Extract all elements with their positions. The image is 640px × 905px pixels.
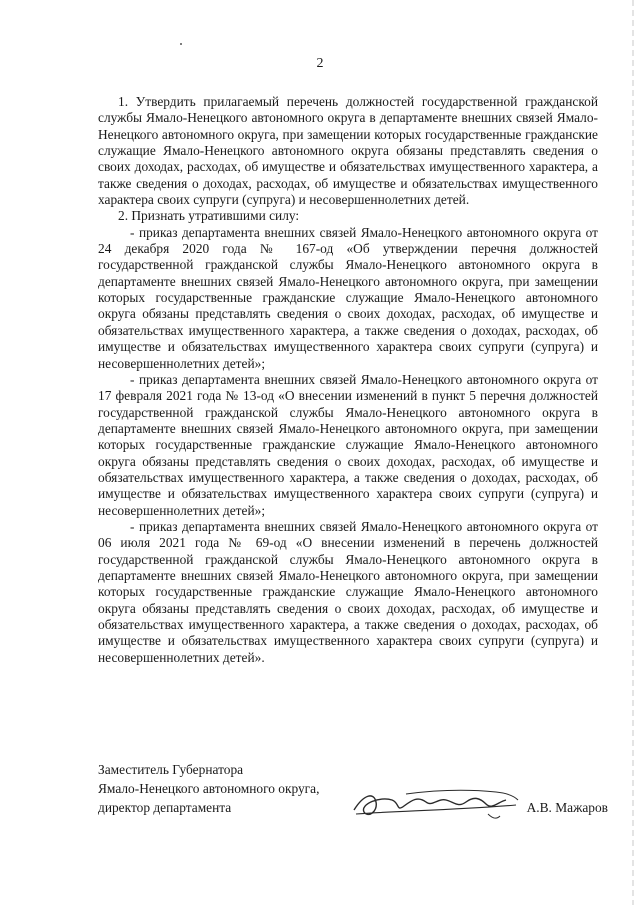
repealed-order-3: - приказ департамента внешних связей Ямало-Ненецкого автономного округа от 06 июля 2021 года № 69-од «О внесении изменений в перечень должностей государственной гражданской службы Ямало-Ненецкого автономного округа в департаменте внешних связей Ямало-Ненецкого автономного округа, при замещении которых государственные гражданские служащие Ямало-Ненецкого автономного округа обязаны представлять сведения о своих доходах, расходах, об имуществе и обязательствах имущественного характера, а также сведения о доходах, расходах, об имуществе и обязательствах имущественного характера своих супруги (супруга) и несовершеннолетних детей». <box>98 518 598 665</box>
scan-edge-mark <box>632 0 634 905</box>
signature-block <box>98 760 608 820</box>
position-line: директор департамента <box>98 800 232 815</box>
position-line: Ямало-Ненецкого автономного округа, <box>98 781 320 796</box>
repealed-order-1: - приказ департамента внешних связей Ямало-Ненецкого автономного округа от 24 декабря 2020 года № 167-од «Об утверждении перечня должностей государственной гражданской службы Ямало-Ненецкого автономного округа в департаменте внешних связей Ямало-Ненецкого автономного округа, при замещении которых государственные гражданские служащие Ямало-Ненецкого автономного округа обязаны представлять сведения о своих доходах, расходах, об имуществе и обязательствах имущественного характера, а также сведения о доходах, расходах, об имуществе и обязательствах имущественного характера своих супруги (супруга) и несовершеннолетних детей»; <box>98 224 598 371</box>
scan-speck <box>180 43 182 45</box>
paragraph-item-1: 1. Утвердить прилагаемый перечень должностей государственной гражданской службы Ямало-Ненецкого автономного округа в департаменте внешних связей Ямало-Ненецкого автономного округа, при замещении которых государственные гражданские служащие Ямало-Ненецкого автономного округа обязаны представлять сведения о своих доходах, расходах, об имуществе и обязательствах имущественного характера, а также сведения о доходах, расходах, об имуществе и обязательствах имущественного характера своих супруги (супруга) и несовершеннолетних детей. <box>98 94 598 208</box>
paragraph-item-2: 2. Признать утратившими силу: <box>118 208 300 224</box>
page-number: 2 <box>316 56 324 71</box>
signatory-name: А.В. Мажаров <box>526 800 608 815</box>
repealed-order-2: - приказ департамента внешних связей Ямало-Ненецкого автономного округа от 17 февраля 2021 года № 13-од «О внесении изменений в пункт 5 перечня должностей государственной гражданской службы Ямало-Ненецкого автономного округа в департаменте внешних связей Ямало-Ненецкого автономного округа, при замещении которых государственные гражданские служащие Ямало-Ненецкого автономного округа обязаны представлять сведения о своих доходах, расходах, об имуществе и обязательствах имущественного характера, а также сведения о доходах, расходах, об имуществе и обязательствах имущественного характера своих супруги (супруга) и несовершеннолетних детей»; <box>98 371 598 518</box>
handwritten-signature <box>346 780 546 830</box>
document-body <box>98 94 598 666</box>
position-line: Заместитель Губернатора <box>98 762 244 777</box>
